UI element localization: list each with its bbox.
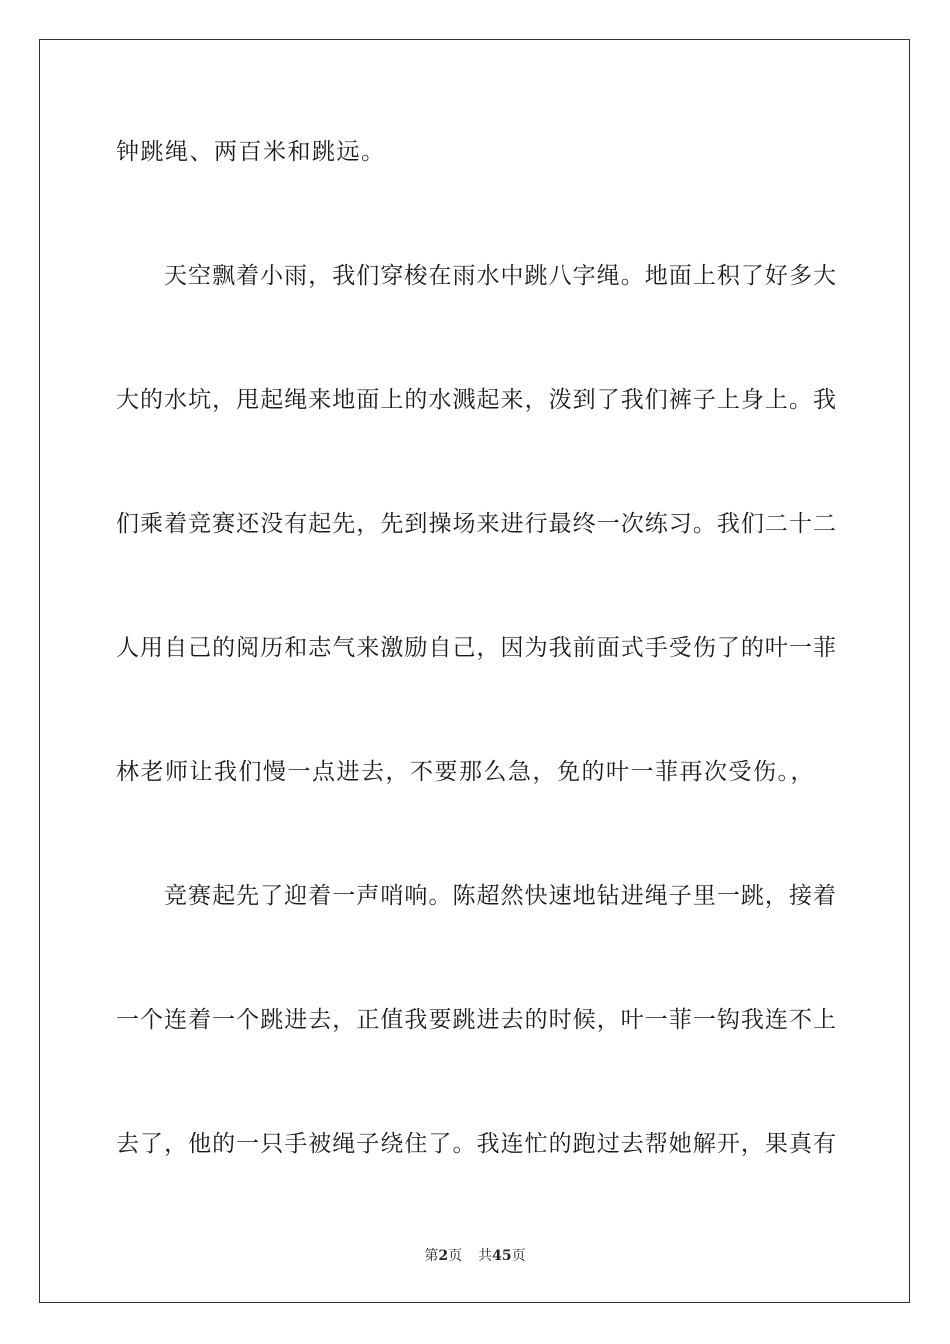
text-line: 林老师让我们慢一点进去，不要那么急，免的叶一菲再次受伤。， (116, 759, 815, 785)
page-prefix: 第 (424, 1248, 439, 1264)
text-line: 竞赛起先了迎着一声哨响。陈超然快速地钻进绳子里一跳，接着 (164, 883, 836, 909)
total-prefix: 共 (478, 1248, 493, 1264)
text-line: 天空飘着小雨，我们穿梭在雨水中跳八字绳。地面上积了好多大 (164, 263, 836, 289)
page-number: 2 (438, 1248, 449, 1264)
page-footer (0, 1246, 950, 1266)
text-line: 人用自己的阅历和志气来激励自己，因为我前面式手受伤了的叶一菲 (116, 635, 836, 661)
page-border (39, 39, 910, 1303)
page-suffix: 页 (448, 1248, 463, 1264)
text-line: 一个连着一个跳进去，正值我要跳进去的时候，叶一菲一钩我连不上 (116, 1007, 836, 1033)
text-line: 们乘着竞赛还没有起先，先到操场来进行最终一次练习。我们二十二 (116, 511, 836, 537)
text-line: 去了，他的一只手被绳子绕住了。我连忙的跑过去帮她解开，果真有 (116, 1131, 836, 1157)
text-line: 钟跳绳、两百米和跳远。 (116, 139, 386, 165)
total-suffix: 页 (511, 1248, 526, 1264)
total-pages: 45 (492, 1248, 512, 1264)
text-line: 大的水坑，甩起绳来地面上的水溅起来，泼到了我们裤子上身上。我 (116, 387, 836, 413)
